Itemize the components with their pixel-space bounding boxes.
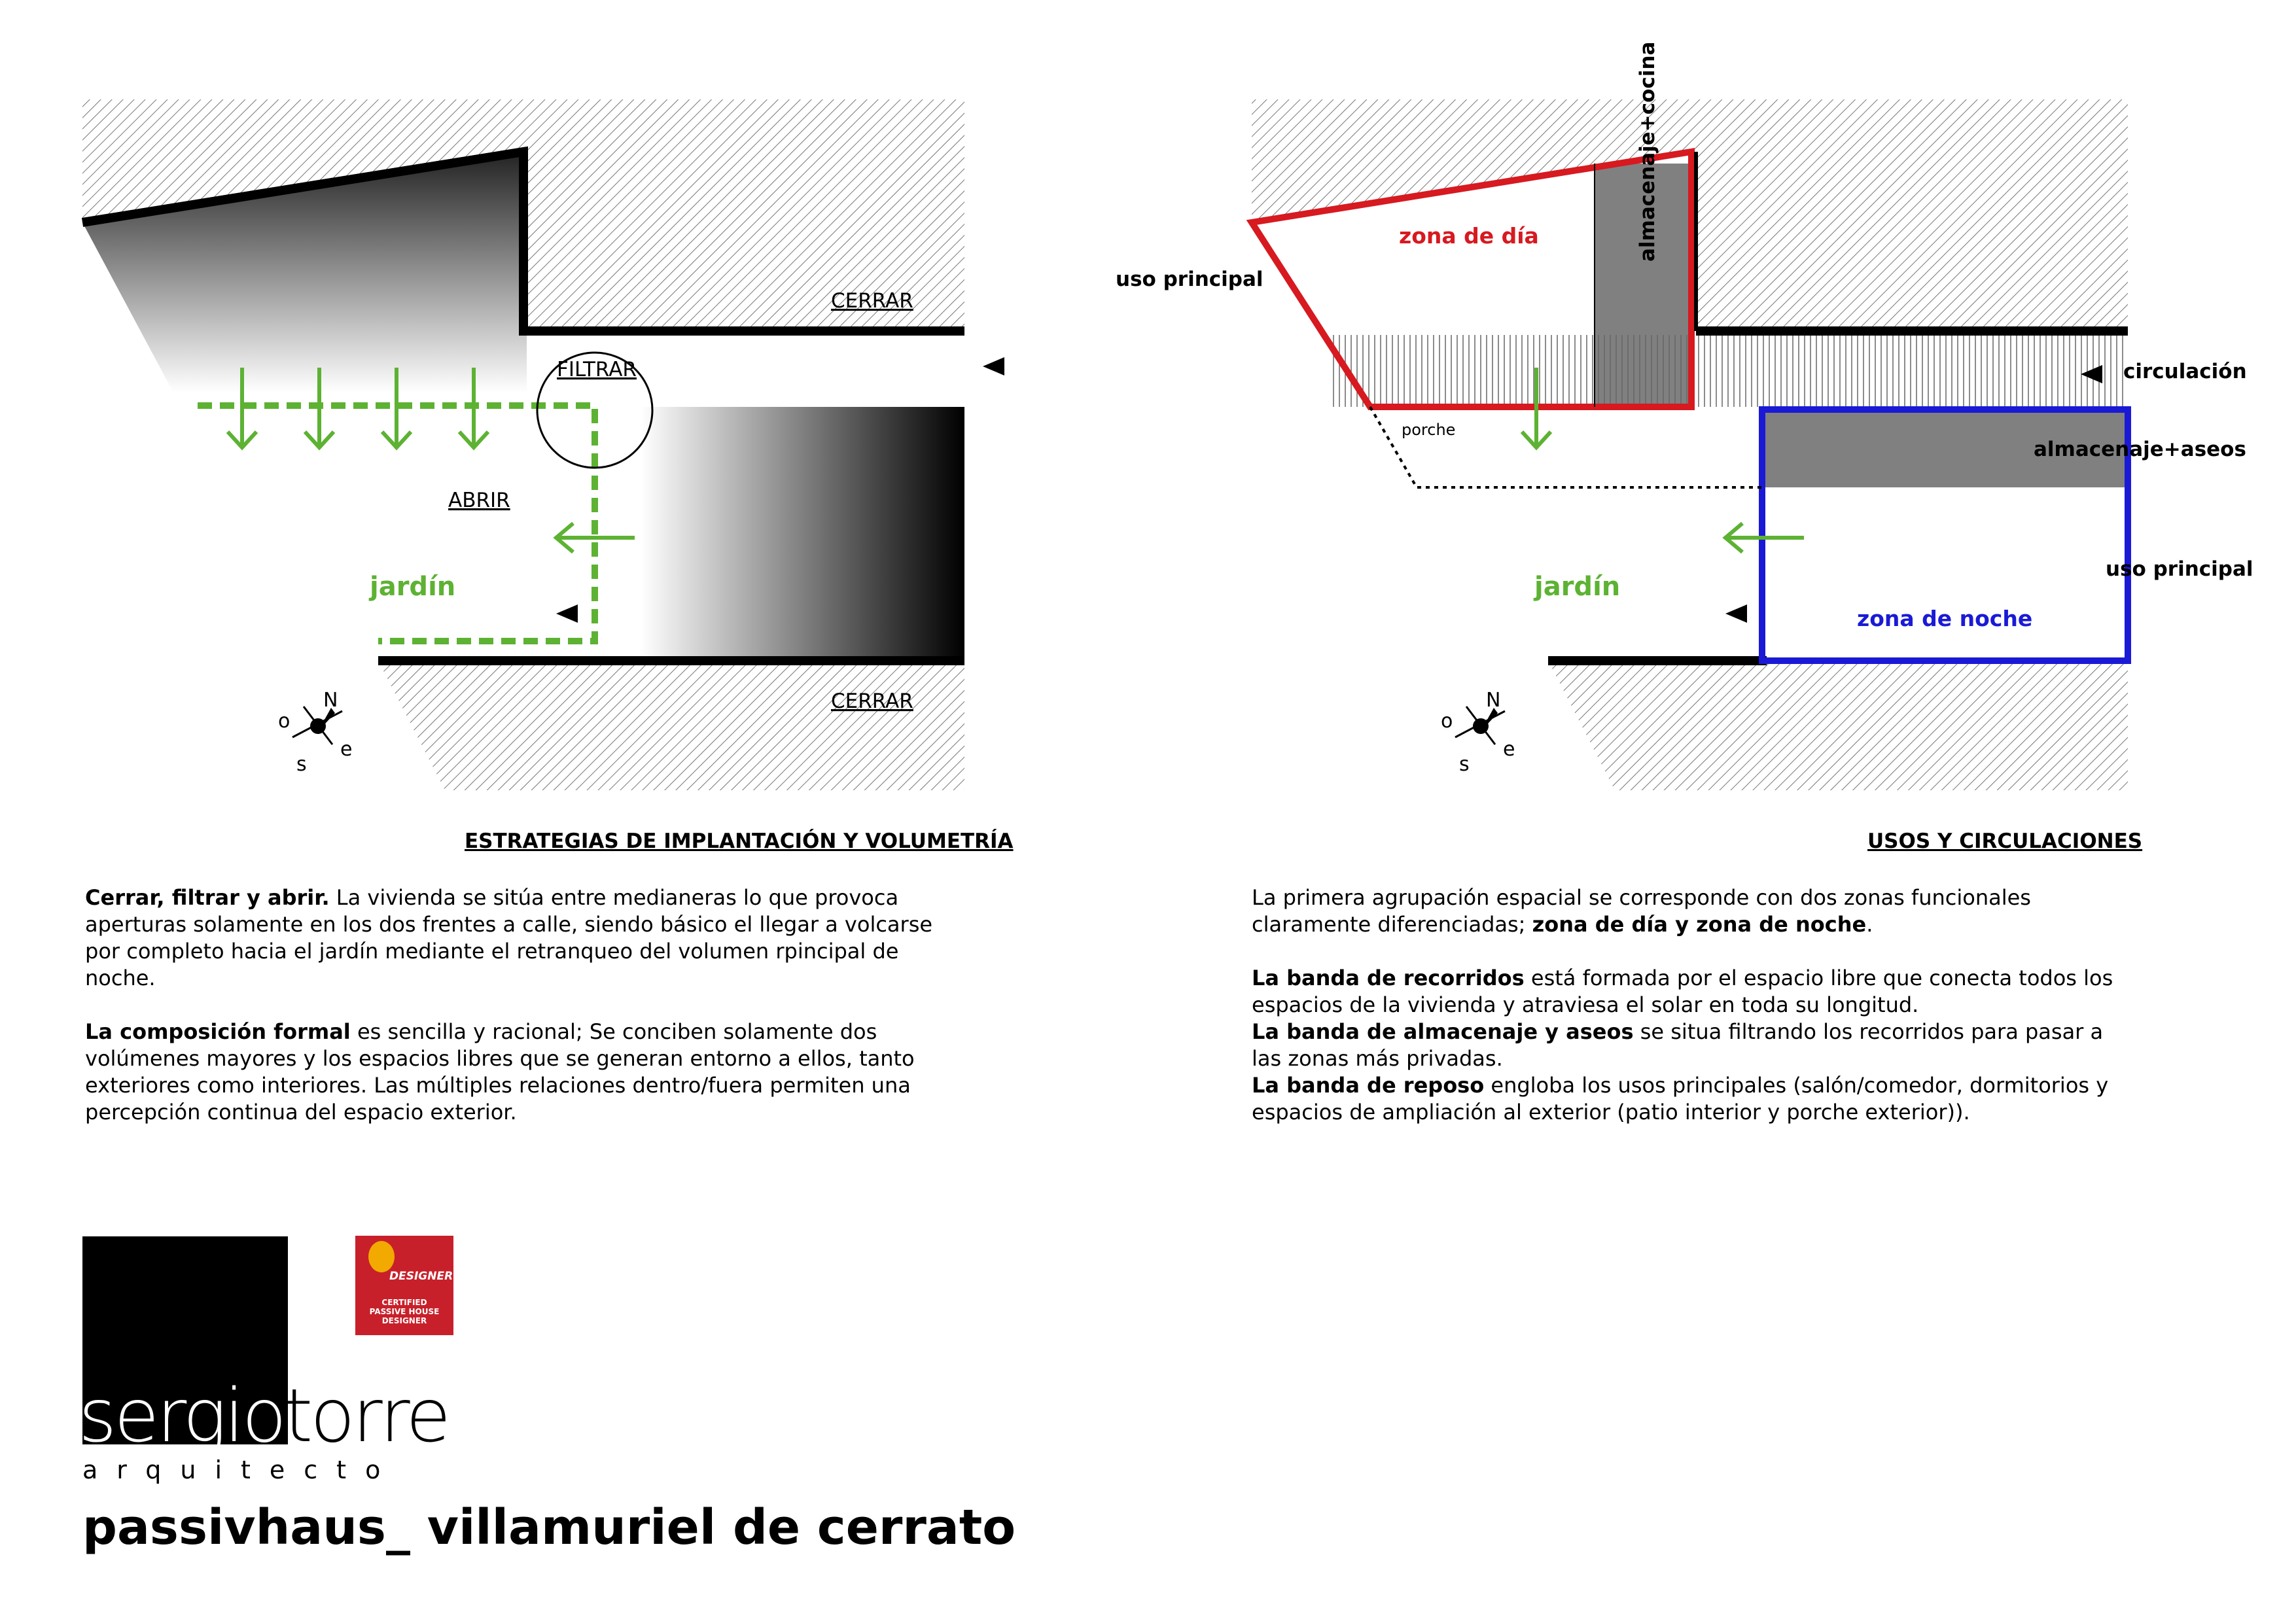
right-compass — [1441, 689, 1515, 776]
left-paragraph-1: Cerrar, filtrar y abrir. La vivienda se sitúa entre medianeras lo que provoca aperturas solamente en los dos frentes a calle, siendo básico el llegar a volcarse por completo hacia el jardín mediante el retranqueo del volumen rpincipal de noche. — [85, 885, 933, 990]
left-compass-s: s — [296, 753, 307, 776]
left-section-title: ESTRATEGIAS DE IMPLANTACIÓN Y VOLUMETRÍA — [465, 829, 1014, 853]
porche-label: porche — [1402, 421, 1456, 439]
badge-logo-icon — [368, 1241, 395, 1272]
left-diagram — [82, 99, 1004, 790]
right-section-title: USOS Y CIRCULACIONES — [1867, 829, 2143, 853]
circulation-band-right — [1696, 335, 2128, 407]
right-hatch-bottom — [1548, 661, 2128, 790]
logo-subtitle: arquitecto — [82, 1456, 400, 1484]
right-jardin-label: jardín — [1534, 572, 1621, 602]
cerrar-bottom-label: CERRAR — [831, 689, 913, 713]
left-compass-n: N — [323, 689, 338, 712]
left-entrance-marker-bottom — [556, 604, 578, 623]
logo-name-second: torre — [284, 1374, 449, 1459]
passive-house-badge — [355, 1236, 453, 1335]
right-diagram — [1116, 42, 2253, 790]
right-compass-e: e — [1503, 738, 1515, 761]
logo-name — [79, 1374, 448, 1459]
badge-title: DESIGNER — [389, 1270, 453, 1283]
right-paragraph-2: La banda de recorridos está formada por el espacio libre que conecta todos los espacios de la vivienda y atraviesa el solar en toda su longitud. — [1252, 966, 2113, 1017]
right-paragraph-3: La banda de almacenaje y aseos se situa filtrando los recorridos para pasar a las zonas más privadas. — [1252, 1019, 2104, 1071]
right-description — [1252, 884, 2128, 1126]
project-title: passivhaus_ villamuriel de cerrato — [82, 1499, 1016, 1556]
porch-outline — [1370, 407, 1762, 487]
almacenaje-cocina-label: almacenaje+cocina — [1636, 41, 1659, 262]
right-paragraph-4: La banda de reposo engloba los usos principales (salón/comedor, dormitorios y espacios de ampliación al exterior (patio interior y porche exterior)). — [1252, 1073, 2109, 1125]
left-compass-o: o — [278, 710, 291, 733]
uso-principal-right-label: uso principal — [2106, 557, 2253, 581]
left-description — [85, 884, 962, 1126]
right-paragraph-1: La primera agrupación espacial se corresponde con dos zonas funcionales claramente diferenciadas; zona de día y zona de noche. — [1252, 885, 2031, 937]
circulacion-label: circulación — [2123, 360, 2247, 383]
right-compass-n: N — [1486, 689, 1501, 712]
abrir-label: ABRIR — [448, 489, 510, 512]
almacenaje-aseos-label: almacenaje+aseos — [2034, 438, 2246, 461]
left-compass-e: e — [340, 738, 353, 761]
logo-name-first: sergio — [79, 1374, 285, 1459]
cerrar-top-label: CERRAR — [831, 289, 913, 313]
zona-noche-label: zona de noche — [1857, 606, 2033, 631]
left-compass — [278, 689, 352, 776]
badge-text: CERTIFIED PASSIVE HOUSE DESIGNER — [369, 1298, 440, 1325]
right-entrance-marker-bottom — [1725, 604, 1747, 623]
zona-dia-label: zona de día — [1399, 223, 1539, 249]
filtrar-label: FILTRAR — [557, 358, 637, 381]
left-entrance-marker-top — [983, 357, 1004, 375]
right-compass-s: s — [1459, 753, 1470, 776]
right-compass-o: o — [1441, 710, 1453, 733]
uso-principal-left-label: uso principal — [1116, 268, 1263, 291]
left-paragraph-2: La composición formal es sencilla y racional; Se conciben solamente dos volúmenes mayores y los espacios libres que se generan entorno a ellos, tanto exteriores como interiores. Las múltiples relaciones dentro/fuera permiten una percepción continua del espacio exterior. — [85, 1019, 915, 1125]
left-volume-night — [641, 407, 964, 661]
left-hatch-bottom — [378, 661, 964, 790]
circulation-band — [1328, 335, 1691, 407]
left-jardin-label: jardín — [370, 572, 456, 602]
